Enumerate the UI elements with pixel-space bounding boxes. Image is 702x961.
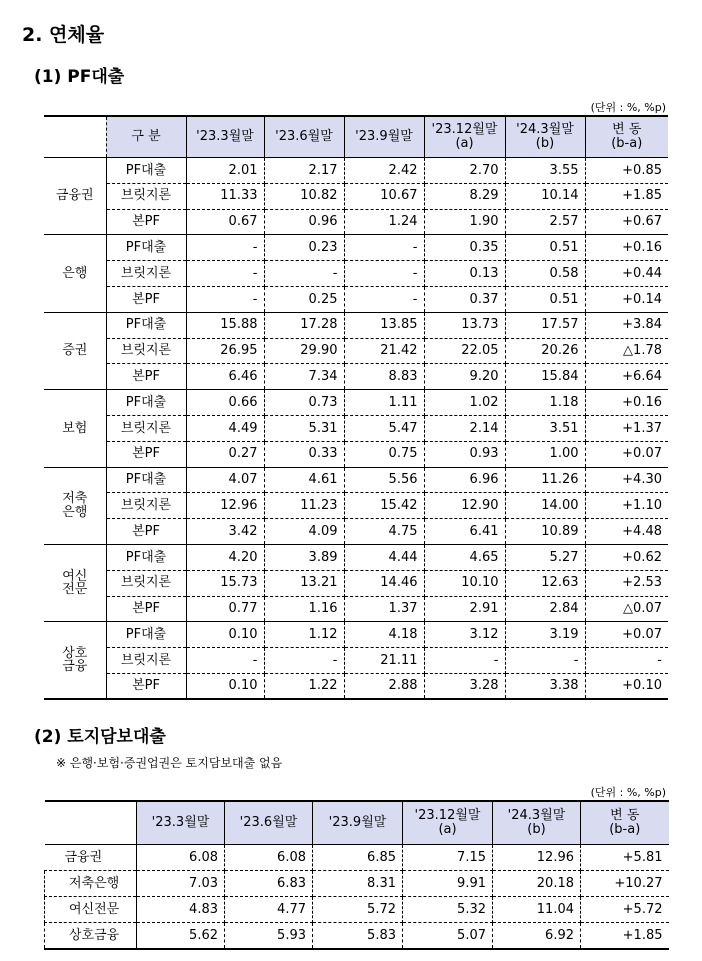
table-cell: 5.93 (225, 923, 313, 950)
table-cell: +6.64 (585, 364, 668, 390)
section-title: 2. 연체율 (22, 24, 105, 46)
row-label: 본PF (106, 441, 186, 467)
table-cell: 20.18 (493, 871, 581, 897)
unit-label: (단위 : %, %p) (590, 101, 666, 114)
table-cell: 9.91 (403, 871, 493, 897)
row-label: 본PF (106, 286, 186, 312)
table-cell: 6.08 (137, 845, 225, 871)
table-cell: 12.63 (505, 570, 585, 596)
header-col: '24.3월말 (b) (493, 801, 581, 845)
table-row (44, 183, 668, 209)
table-cell: +1.37 (585, 415, 668, 441)
table-cell: 0.10 (186, 622, 264, 648)
table-row (44, 493, 668, 519)
table-cell: +5.72 (581, 897, 669, 923)
table-cell: +5.81 (581, 845, 669, 871)
table-cell: 2.84 (505, 596, 585, 622)
table-cell: 2.14 (424, 415, 505, 441)
table-cell: 2.42 (344, 158, 424, 184)
table-cell: 1.24 (344, 209, 424, 235)
table-cell: 11.26 (505, 467, 585, 493)
table-cell: +0.85 (585, 158, 668, 184)
table-cell: 4.49 (186, 415, 264, 441)
table-cell: 10.67 (344, 183, 424, 209)
table-cell: 4.65 (424, 544, 505, 570)
table-cell: +1.85 (585, 183, 668, 209)
table-cell: 0.27 (186, 441, 264, 467)
row-label: PF대출 (106, 544, 186, 570)
table-cell: 3.51 (505, 415, 585, 441)
table-cell: 3.12 (424, 622, 505, 648)
table-cell: 12.96 (493, 845, 581, 871)
table-cell: 14.00 (505, 493, 585, 519)
row-label: PF대출 (106, 158, 186, 184)
row-label: 본PF (106, 519, 186, 545)
table-cell: 0.67 (186, 209, 264, 235)
table-cell: 4.20 (186, 544, 264, 570)
table-cell: 5.47 (344, 415, 424, 441)
table-cell: 5.72 (313, 897, 403, 923)
table-cell: 1.02 (424, 390, 505, 416)
table-cell: 7.15 (403, 845, 493, 871)
table-cell: 1.00 (505, 441, 585, 467)
table-cell: 5.31 (264, 415, 344, 441)
group-label: 여신 전문 (44, 544, 106, 621)
table-cell: 1.90 (424, 209, 505, 235)
table-row (44, 673, 668, 699)
table-cell: +0.10 (585, 673, 668, 699)
table-cell: 3.38 (505, 673, 585, 699)
table-cell: +4.48 (585, 519, 668, 545)
table-row (45, 923, 669, 950)
table-cell: 6.96 (424, 467, 505, 493)
table-cell: 6.46 (186, 364, 264, 390)
table-cell: 2.57 (505, 209, 585, 235)
table-row (44, 209, 668, 235)
row-label: 저축은행 (45, 871, 137, 897)
table-row (44, 364, 668, 390)
note: ※ 은행·보험·증권업권은 토지담보대출 없음 (56, 756, 283, 770)
table-cell: 4.09 (264, 519, 344, 545)
table-cell: 15.84 (505, 364, 585, 390)
table-row (44, 286, 668, 312)
table-cell: 0.33 (264, 441, 344, 467)
table-cell: 2.17 (264, 158, 344, 184)
row-label: 브릿지론 (106, 648, 186, 674)
table-cell: 0.77 (186, 596, 264, 622)
table-cell: 11.23 (264, 493, 344, 519)
table-cell: 13.73 (424, 312, 505, 338)
table-cell: 15.73 (186, 570, 264, 596)
table-cell: 0.35 (424, 235, 505, 261)
table-cell: 22.05 (424, 338, 505, 364)
table-row (44, 415, 668, 441)
table-cell: 5.07 (403, 923, 493, 950)
header-col: '24.3월말 (b) (505, 116, 585, 158)
header-category: 구 분 (106, 116, 186, 158)
table-cell: 1.16 (264, 596, 344, 622)
table-cell: 8.83 (344, 364, 424, 390)
table-cell: +0.16 (585, 235, 668, 261)
table-cell: 17.57 (505, 312, 585, 338)
row-label: 본PF (106, 596, 186, 622)
table-cell: - (344, 261, 424, 287)
table-cell: 21.11 (344, 648, 424, 674)
row-label: 본PF (106, 364, 186, 390)
table-cell: 0.51 (505, 235, 585, 261)
table-cell: 6.83 (225, 871, 313, 897)
table-cell: 0.10 (186, 673, 264, 699)
group-label: 금융권 (44, 158, 106, 235)
table-cell: 0.66 (186, 390, 264, 416)
row-label: PF대출 (106, 390, 186, 416)
table-cell: 1.11 (344, 390, 424, 416)
table-cell: 5.56 (344, 467, 424, 493)
table-cell: 10.82 (264, 183, 344, 209)
table-cell: 10.89 (505, 519, 585, 545)
row-label: 본PF (106, 673, 186, 699)
table-cell: 2.88 (344, 673, 424, 699)
table-cell: 4.07 (186, 467, 264, 493)
header-col: '23.9월말 (344, 116, 424, 158)
table-cell: +0.14 (585, 286, 668, 312)
table-cell: - (186, 235, 264, 261)
table-cell: 2.91 (424, 596, 505, 622)
header-col: '23.6월말 (225, 801, 313, 845)
row-label: 브릿지론 (106, 493, 186, 519)
subsection-title-pf: (1) PF대출 (34, 67, 125, 87)
table-cell: △1.78 (585, 338, 668, 364)
row-label: 여신전문 (45, 897, 137, 923)
header-col: '23.6월말 (264, 116, 344, 158)
group-label: 보험 (44, 390, 106, 467)
table-row (45, 845, 669, 871)
header-col: 변 동 (b-a) (581, 801, 669, 845)
header-col: '23.3월말 (137, 801, 225, 845)
table-row (44, 261, 668, 287)
table-cell: - (264, 261, 344, 287)
header-col: 변 동 (b-a) (585, 116, 668, 158)
table-cell: 15.88 (186, 312, 264, 338)
table-cell: 14.46 (344, 570, 424, 596)
table-cell: +2.53 (585, 570, 668, 596)
table-cell: 13.21 (264, 570, 344, 596)
table-cell: 2.01 (186, 158, 264, 184)
table-cell: 0.13 (424, 261, 505, 287)
row-label: 브릿지론 (106, 570, 186, 596)
table-cell: 11.33 (186, 183, 264, 209)
row-label: 본PF (106, 209, 186, 235)
table-cell: 7.34 (264, 364, 344, 390)
table-cell: 21.42 (344, 338, 424, 364)
table-row (44, 467, 668, 493)
table-cell: 3.28 (424, 673, 505, 699)
table-cell: +0.16 (585, 390, 668, 416)
table-cell: 29.90 (264, 338, 344, 364)
table-row (44, 312, 668, 338)
row-label: 브릿지론 (106, 261, 186, 287)
table-cell: 11.04 (493, 897, 581, 923)
land-loan-table (44, 800, 669, 950)
table-cell: 6.92 (493, 923, 581, 950)
table-cell: - (505, 648, 585, 674)
table-cell: 4.77 (225, 897, 313, 923)
table-row (45, 897, 669, 923)
table-cell: +4.30 (585, 467, 668, 493)
row-label: PF대출 (106, 467, 186, 493)
table-cell: 5.32 (403, 897, 493, 923)
table-cell: 3.19 (505, 622, 585, 648)
table-cell: 0.93 (424, 441, 505, 467)
table-cell: 3.42 (186, 519, 264, 545)
table-cell: +0.62 (585, 544, 668, 570)
table-row (44, 596, 668, 622)
table-cell: 0.37 (424, 286, 505, 312)
table-row (44, 648, 668, 674)
header-col: '23.12월말 (a) (424, 116, 505, 158)
unit-label: (단위 : %, %p) (590, 786, 666, 799)
table-cell: 17.28 (264, 312, 344, 338)
table-cell: 15.42 (344, 493, 424, 519)
table-cell: 20.26 (505, 338, 585, 364)
table-row (45, 871, 669, 897)
row-label: PF대출 (106, 235, 186, 261)
table-cell: 3.89 (264, 544, 344, 570)
table-cell: 7.03 (137, 871, 225, 897)
table-row (44, 544, 668, 570)
table-cell: 2.70 (424, 158, 505, 184)
table-cell: 4.61 (264, 467, 344, 493)
table-cell: 8.29 (424, 183, 505, 209)
row-label: 브릿지론 (106, 338, 186, 364)
table-cell: 4.75 (344, 519, 424, 545)
table-cell: 4.83 (137, 897, 225, 923)
table-cell: +3.84 (585, 312, 668, 338)
table-row (44, 622, 668, 648)
table-cell: 0.73 (264, 390, 344, 416)
row-label: 금융권 (45, 845, 137, 871)
table-cell: 10.10 (424, 570, 505, 596)
table-cell: - (186, 261, 264, 287)
row-label: PF대출 (106, 622, 186, 648)
table-cell: 10.14 (505, 183, 585, 209)
table-cell: 6.08 (225, 845, 313, 871)
group-label: 저축 은행 (44, 467, 106, 544)
header-col: '23.12월말 (a) (403, 801, 493, 845)
table-cell: 0.25 (264, 286, 344, 312)
group-label: 은행 (44, 235, 106, 312)
table-row (44, 158, 668, 184)
table-cell: - (344, 235, 424, 261)
table-cell: - (186, 286, 264, 312)
table-cell: - (264, 648, 344, 674)
table-row (44, 338, 668, 364)
header-blank (44, 116, 106, 158)
table-cell: 0.75 (344, 441, 424, 467)
table-cell: +0.07 (585, 441, 668, 467)
table-row (44, 441, 668, 467)
table-cell: +0.44 (585, 261, 668, 287)
row-label: 상호금융 (45, 923, 137, 950)
header-col: '23.3월말 (186, 116, 264, 158)
row-label: PF대출 (106, 312, 186, 338)
group-label: 증권 (44, 312, 106, 389)
row-label: 브릿지론 (106, 415, 186, 441)
table-cell: 1.37 (344, 596, 424, 622)
table-cell: 6.41 (424, 519, 505, 545)
table-row (44, 235, 668, 261)
table-cell: - (186, 648, 264, 674)
table-cell: 26.95 (186, 338, 264, 364)
table-row (44, 390, 668, 416)
table-cell: +1.85 (622, 927, 663, 943)
table-cell: 0.96 (264, 209, 344, 235)
table-cell: +10.27 (581, 871, 669, 897)
table-row (44, 519, 668, 545)
subsection-title-land: (2) 토지담보대출 (34, 727, 166, 747)
table-cell: - (424, 648, 505, 674)
table-cell: 1.22 (264, 673, 344, 699)
table-cell: 1.12 (264, 622, 344, 648)
table-cell: 6.85 (313, 845, 403, 871)
pf-loan-table (44, 115, 668, 700)
table-cell: 3.55 (505, 158, 585, 184)
table-cell: +1.10 (585, 493, 668, 519)
table-cell: 8.31 (313, 871, 403, 897)
table-cell: - (585, 648, 668, 674)
table-cell: 4.44 (344, 544, 424, 570)
group-label: 상호 금융 (44, 622, 106, 699)
table-row (44, 570, 668, 596)
table-cell: △0.07 (585, 596, 668, 622)
table-cell: 0.58 (505, 261, 585, 287)
table-cell: 4.18 (344, 622, 424, 648)
table-cell: - (344, 286, 424, 312)
table-cell: 13.85 (344, 312, 424, 338)
table-cell: +0.07 (585, 622, 668, 648)
table-cell: 1.18 (505, 390, 585, 416)
table-cell: 5.62 (137, 923, 225, 950)
header-blank (45, 801, 137, 845)
table-cell: 12.96 (186, 493, 264, 519)
table-cell: 5.83 (313, 923, 403, 950)
table-cell: +0.67 (585, 209, 668, 235)
table-cell: 9.20 (424, 364, 505, 390)
header-col: '23.9월말 (313, 801, 403, 845)
table-cell: 12.90 (424, 493, 505, 519)
table-cell: 0.51 (505, 286, 585, 312)
table-cell: 5.27 (505, 544, 585, 570)
table-cell: 0.23 (264, 235, 344, 261)
row-label: 브릿지론 (106, 183, 186, 209)
